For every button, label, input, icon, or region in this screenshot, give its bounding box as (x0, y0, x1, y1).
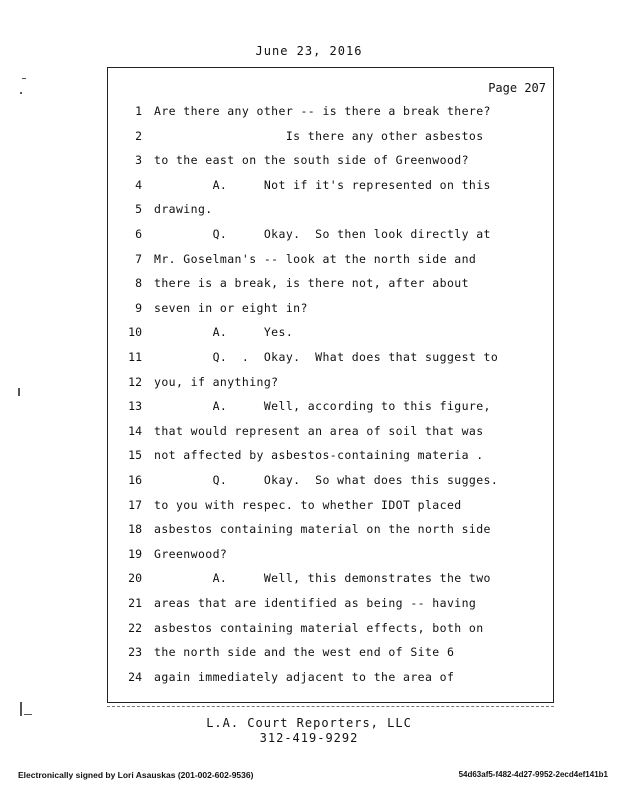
line-text: drawing. (154, 202, 213, 217)
line-number: 22 (128, 620, 142, 635)
transcript-line (108, 399, 555, 419)
transcript-line (108, 522, 555, 542)
scan-mark (22, 78, 26, 79)
line-number: 14 (128, 423, 142, 438)
transcript-line (108, 547, 555, 567)
transcript-line (108, 276, 555, 296)
line-text: Mr. Goselman's -- look at the north side and (154, 251, 477, 266)
line-text: not affected by asbestos-containing materia . (154, 448, 484, 463)
line-text: asbestos containing material effects, both on (154, 620, 484, 635)
line-text: asbestos containing material on the north side (154, 522, 491, 537)
line-text: you, if anything? (154, 374, 279, 389)
line-text: Q. . Okay. What does that suggest to (154, 350, 499, 364)
line-text: to the east on the south side of Greenwood? (154, 153, 469, 168)
line-text: Is there any other asbestos (154, 128, 484, 143)
transcript-line (108, 424, 555, 444)
transcript-line (108, 325, 555, 345)
transcript-line (108, 178, 555, 198)
line-text: to you with respec. to whether IDOT placed (154, 497, 462, 512)
line-text: A. Not if it's represented on this (154, 177, 491, 192)
line-number: 9 (135, 300, 142, 315)
line-number: 16 (128, 473, 142, 487)
transcript-line (108, 350, 555, 370)
line-number: 6 (135, 227, 142, 241)
line-number: 11 (128, 350, 142, 364)
line-text: A. Yes. (154, 325, 294, 340)
line-number: 20 (128, 571, 142, 586)
line-text: Q. Okay. So then look directly at (154, 227, 491, 241)
line-text: again immediately adjacent to the area of (154, 669, 455, 684)
line-number: 5 (135, 202, 142, 217)
page-number: Page 207 (488, 81, 546, 95)
frame-bottom-rule (107, 706, 554, 707)
reporter-company: L.A. Court Reporters, LLC (206, 716, 412, 730)
transcript-line (108, 301, 555, 321)
line-number: 4 (135, 177, 142, 192)
transcript-page-frame (107, 67, 554, 703)
transcript-line (108, 645, 555, 665)
transcript-line (108, 498, 555, 518)
transcript-line (108, 670, 555, 690)
line-text: Q. Okay. So what does this sugges. (154, 473, 499, 487)
scan-mark (20, 702, 22, 716)
electronic-signature: Electronically signed by Lori Asauskas (201-002-602-9536) (18, 770, 254, 780)
transcript-line (108, 129, 555, 149)
document-hash: 54d63af5-f482-4d27-9952-2ecd4ef141b1 (458, 770, 608, 779)
transcript-line (108, 473, 555, 493)
scan-mark (24, 714, 32, 715)
scan-mark (20, 92, 22, 94)
line-text: A. Well, according to this figure, (154, 399, 491, 414)
line-text: Are there any other -- is there a break there? (154, 104, 491, 118)
line-number: 15 (128, 448, 142, 463)
line-number: 24 (128, 669, 142, 684)
reporter-phone: 312-419-9292 (259, 731, 359, 745)
line-number: 2 (135, 128, 142, 143)
transcript-line (108, 227, 555, 247)
transcript-line (108, 571, 555, 591)
scan-mark (18, 388, 20, 396)
transcript-line (108, 448, 555, 468)
transcript-line (108, 621, 555, 641)
transcript-line (108, 252, 555, 272)
line-number: 23 (128, 645, 142, 660)
line-number: 7 (135, 251, 142, 266)
line-number: 3 (135, 153, 142, 168)
line-number: 1 (135, 104, 142, 118)
line-number: 8 (135, 276, 142, 291)
transcript-line (108, 104, 555, 124)
line-text: Greenwood? (154, 546, 228, 561)
line-number: 18 (128, 522, 142, 537)
deposition-date: June 23, 2016 (255, 44, 363, 58)
line-number: 10 (128, 325, 142, 340)
line-number: 19 (128, 546, 142, 561)
transcript-line (108, 202, 555, 222)
transcript-line (108, 596, 555, 616)
line-number: 12 (128, 374, 142, 389)
line-text: A. Well, this demonstrates the two (154, 571, 491, 586)
line-text: there is a break, is there not, after about (154, 276, 469, 291)
line-number: 21 (128, 596, 142, 610)
line-number: 13 (128, 399, 142, 414)
transcript-line (108, 375, 555, 395)
line-number: 17 (128, 497, 142, 512)
line-text: areas that are identified as being -- having (154, 596, 477, 610)
line-text: the north side and the west end of Site 6 (154, 645, 455, 660)
line-text: seven in or eight in? (154, 300, 308, 315)
line-text: that would represent an area of soil that was (154, 423, 484, 438)
transcript-line (108, 153, 555, 173)
